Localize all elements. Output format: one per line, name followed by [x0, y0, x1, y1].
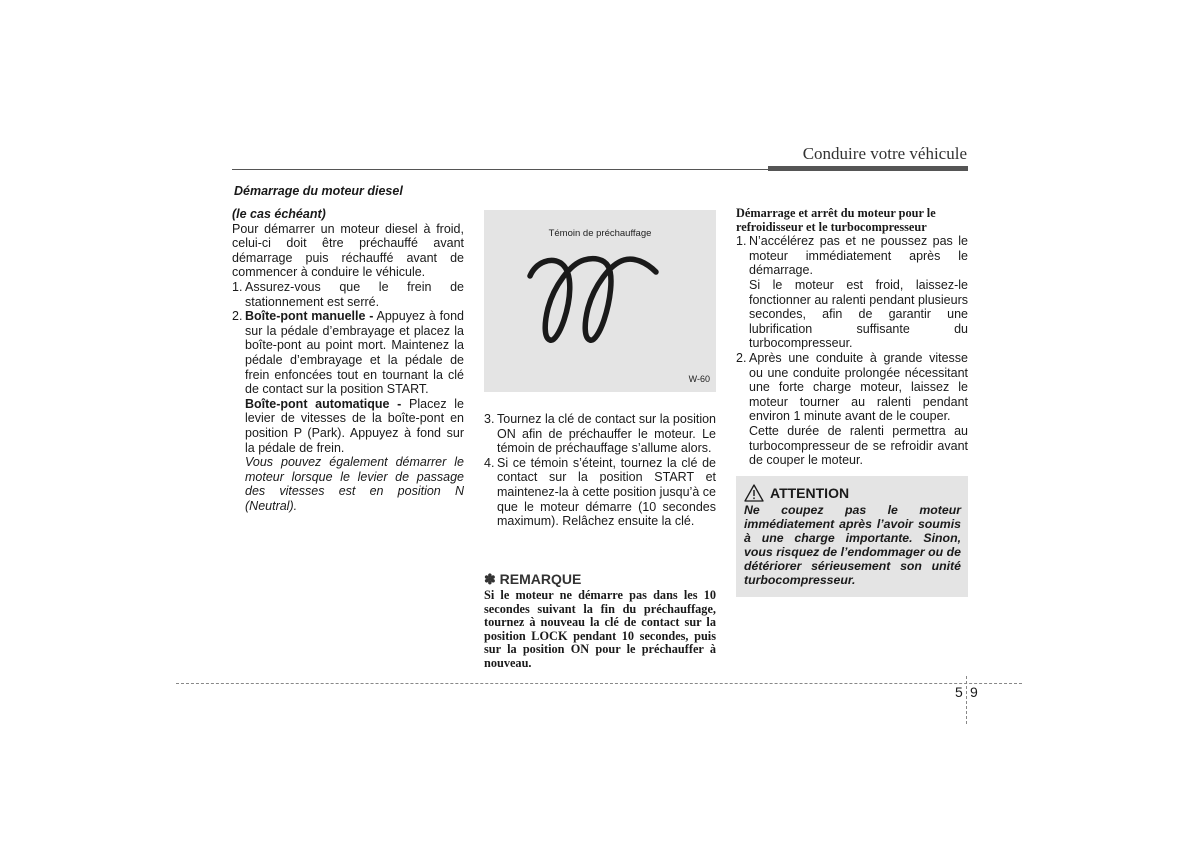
column-2 — [484, 412, 716, 529]
header-rule — [232, 169, 768, 170]
automatic-label: Boîte-pont automatique - — [245, 396, 402, 411]
step-number: 2. — [232, 309, 243, 324]
step-text: Si ce témoin s’éteint, tournez la clé de contact sur la position START et maintenez-la à cette position jusqu’à ce que le moteur démarre (10 secondes maximum). Relâchez ensuite la clé. — [497, 455, 716, 529]
figure-code: W-60 — [688, 374, 710, 384]
chapter-number: 5 — [955, 684, 963, 700]
automatic-paragraph — [232, 397, 464, 455]
automatic-text: Placez le levier de vitesses de la boîte-pont en position P (Park). Appuyez à fond sur la pédale de frein. — [245, 396, 464, 455]
page-number: 9 — [970, 684, 978, 700]
step-number: 3. — [484, 412, 495, 426]
turbo-heading: Démarrage et arrêt du moteur pour le refroidisseur et le turbocompresseur — [736, 206, 936, 234]
step-2 — [232, 309, 464, 397]
step-number: 1. — [232, 279, 243, 294]
step-number: 4. — [484, 455, 495, 470]
attention-box — [736, 476, 968, 597]
turbo-item-2 — [736, 351, 968, 424]
footer-rule — [176, 683, 1022, 684]
step-4 — [484, 456, 716, 529]
glow-plug-icon — [524, 254, 664, 346]
header-rule-accent — [768, 166, 968, 171]
step-text: Assurez-vous que le frein de stationnement est serré. — [245, 279, 464, 309]
manual-label: Boîte-pont manuelle - — [245, 309, 374, 324]
step-1 — [232, 280, 464, 309]
attention-header — [744, 484, 849, 502]
item-number: 2. — [736, 350, 747, 365]
figure-caption: Témoin de préchauffage — [548, 228, 652, 239]
attention-title: ATTENTION — [770, 485, 850, 501]
footer-divider — [966, 676, 967, 724]
intro-paragraph: Pour démarrer un moteur diesel à froid, celui-ci doit être préchauffé avant démarrage puis réchauffé avant de commencer à conduire le véhicule. — [232, 221, 464, 280]
manual-text: Appuyez à fond sur la pédale d’embrayage et placez la boîte-pont au point mort. Maintenez la pédale d’embrayage et la pédale de frein enfoncées tout en tournant la clé de contact sur la position START. — [245, 309, 464, 397]
neutral-note: Vous pouvez également démarrer le moteur lorsque le levier de passage des vitesses est en position N (Neutral). — [245, 455, 464, 513]
column-1 — [232, 207, 464, 513]
step-text — [245, 309, 464, 397]
step-text: Tournez la clé de contact sur la position ON afin de préchauffer le moteur. Le témoin de préchauffage s’allume alors. — [497, 412, 716, 456]
remarque-title: ✽ REMARQUE — [484, 571, 582, 587]
figure-glow-plug — [484, 210, 716, 392]
remarque-body: Si le moteur ne démarre pas dans les 10 secondes suivant la fin du préchauffage, tournez à nouveau la clé de contact sur la position LOCK pendant 10 secondes, puis sur la position ON pour le préchauffer à nouveau. — [484, 588, 716, 670]
item-text: N’accélérez pas et ne poussez pas le moteur immédiatement après le démarrage. — [749, 234, 968, 278]
attention-body: Ne coupez pas le moteur immédiatement après l’avoir soumis à une charge importante. Sinon, vous risquez de l’endommager ou de détériorer sérieusement son unité turbocompresseur. — [744, 503, 961, 587]
item-number: 1. — [736, 234, 747, 249]
turbo-item-1 — [736, 234, 968, 278]
subtitle: (le cas échéant) — [232, 207, 326, 221]
column-3 — [736, 207, 968, 468]
turbo-item-2-continued: Cette durée de ralenti permettra au turbocompresseur de se refroidir avant de couper le moteur. — [749, 423, 968, 468]
turbo-item-1-continued: Si le moteur est froid, laissez-le fonctionner au ralenti pendant plusieurs secondes, afin de garantir une lubrification suffisante du turbocompresseur. — [749, 277, 968, 351]
section-title: Démarrage du moteur diesel — [234, 184, 403, 198]
item-text: Après une conduite à grande vitesse ou une conduite prolongée nécessitant une forte charge moteur, laissez le moteur tourner au ralenti pendant environ 1 minute avant de le couper. — [749, 350, 968, 424]
step-3 — [484, 412, 716, 456]
chapter-title: Conduire votre véhicule — [802, 144, 967, 163]
warning-icon — [744, 484, 764, 502]
